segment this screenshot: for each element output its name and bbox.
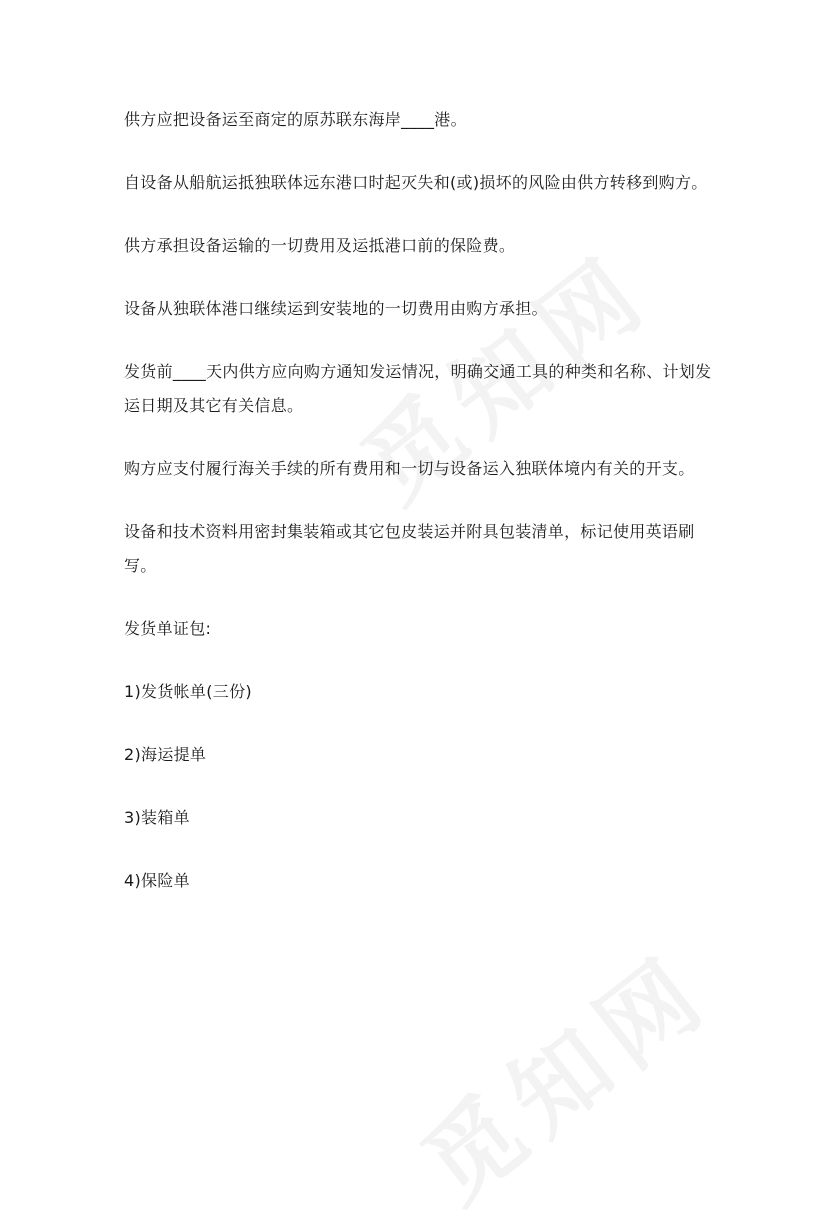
paragraph-customs-fees: 购方应支付履行海关手续的所有费用和一切与设备运入独联体境内有关的开支。 [124, 459, 695, 478]
list-item-insurance-policy: 4)保险单 [124, 871, 190, 890]
watermark-bottom [390, 917, 734, 1228]
paragraph-port-delivery: 供方应把设备运至商定的原苏联东海岸____港。 [124, 110, 467, 129]
document-body [124, 103, 714, 927]
paragraph-supplier-costs: 供方承担设备运输的一切费用及运抵港口前的保险费。 [124, 236, 516, 255]
paragraph-shipping-documents: 发货单证包: [124, 619, 212, 638]
paragraph-packaging: 设备和技术资料用密封集装箱或其它包皮装运并附具包装清单，标记使用英语刷写。 [124, 522, 695, 575]
paragraph-buyer-costs: 设备从独联体港口继续运到安装地的一切费用由购方承担。 [124, 299, 548, 318]
list-item-invoice: 1)发货帐单(三份) [124, 682, 252, 701]
list-item-bill-of-lading: 2)海运提单 [124, 745, 207, 764]
paragraph-shipping-notice: 发货前____天内供方应向购方通知发运情况，明确交通工具的种类和名称、计划发运日期及其它有关信息。 [124, 362, 712, 415]
list-item-packing-list: 3)装箱单 [124, 808, 190, 827]
paragraph-risk-transfer: 自设备从船航运抵独联体远东港口时起灭失和(或)损坏的风险由供方转移到购方。 [124, 173, 708, 192]
